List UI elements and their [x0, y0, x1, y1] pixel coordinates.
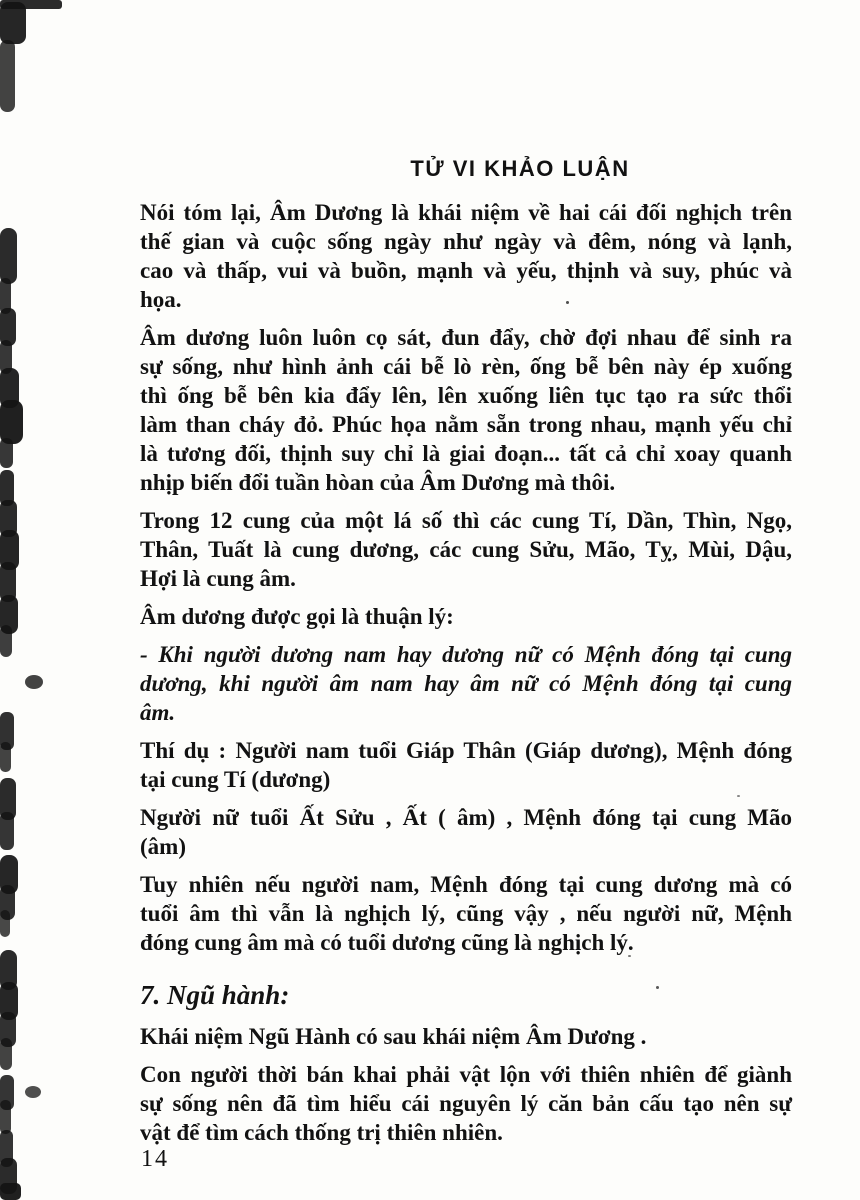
text-line: (âm) — [140, 834, 186, 859]
text-line: cao và thấp, vui và buồn, mạnh và yếu, thịnh và suy, phúc và — [140, 258, 792, 283]
text-line: là tương đối, thịnh suy chỉ là giai đoạn... tất cả chỉ xoay quanh — [140, 441, 792, 466]
text-line: vật để tìm cách thống trị thiên nhiên. — [140, 1120, 503, 1145]
text-line: làm than cháy đỏ. Phúc họa nằm sẵn trong nhau, mạnh yếu chỉ — [140, 412, 792, 437]
text-line: sự sống nên đã tìm hiểu cái nguyên lý căn bản cấu tạo nên sự — [140, 1091, 792, 1116]
paragraph-ngu-hanh-intro — [140, 1022, 792, 1051]
text-line: Âm dương được gọi là thuận lý: — [140, 604, 454, 629]
text-line: Tuy nhiên nếu người nam, Mệnh đóng tại cung dương mà có — [140, 872, 792, 897]
text-column — [140, 198, 792, 1156]
text-line: - Khi người dương nam hay dương nữ có Mệnh đóng tại cung — [140, 642, 792, 667]
paragraph-am-duong-bellows — [140, 323, 792, 497]
ink-speck — [566, 301, 569, 304]
text-line: Âm dương luôn luôn cọ sát, đun đẩy, chờ đợi nhau để sinh ra — [140, 325, 792, 350]
paragraph-nghich-ly — [140, 870, 792, 957]
paragraph-thuan-ly-intro — [140, 602, 792, 631]
ink-speck — [628, 955, 631, 957]
text-line: họa. — [140, 287, 182, 312]
paragraph-example-female — [140, 803, 792, 861]
text-line: Thí dụ : Người nam tuổi Giáp Thân (Giáp dương), Mệnh đóng — [140, 738, 792, 763]
text-line: Người nữ tuổi Ất Sửu , Ất ( âm) , Mệnh đóng tại cung Mão — [140, 805, 792, 830]
text-line: sự sống, như hình ảnh cái bễ lò rèn, ống bễ bên này ép xuống — [140, 354, 792, 379]
text-line: thì ống bễ bên kia đẩy lên, lên xuống liên tục tạo ra sức thổi — [140, 383, 792, 408]
text-line: tại cung Tí (dương) — [140, 767, 331, 792]
text-line: Nói tóm lại, Âm Dương là khái niệm về hai cái đối nghịch trên — [140, 200, 792, 225]
text-line: thế gian và cuộc sống ngày như ngày và đêm, nóng và lạnh, — [140, 229, 792, 254]
paragraph-am-duong-summary — [140, 198, 792, 314]
paragraph-12-cung — [140, 506, 792, 593]
paragraph-example-male — [140, 736, 792, 794]
ink-speck — [737, 795, 740, 797]
text-line: nhịp biến đổi tuần hòan của Âm Dương mà thôi. — [140, 470, 616, 495]
section-heading-ngu-hanh: 7. Ngũ hành: — [140, 980, 290, 1010]
text-line: Con người thời bán khai phải vật lộn với thiên nhiên để giành — [140, 1062, 792, 1087]
paragraph-ban-khai — [140, 1060, 792, 1147]
text-line: dương, khi người âm nam hay âm nữ có Mệnh đóng tại cung — [140, 671, 792, 696]
text-line: Thân, Tuất là cung dương, các cung Sửu, Mão, Tỵ, Mùi, Dậu, — [140, 537, 792, 562]
text-line: Hợi là cung âm. — [140, 566, 296, 591]
text-line: tuổi âm thì vẫn là nghịch lý, cũng vậy , nếu người nữ, Mệnh — [140, 901, 792, 926]
text-line: đóng cung âm mà có tuổi dương cũng là nghịch lý. — [140, 930, 634, 955]
page-number: 14 — [141, 1146, 169, 1172]
text-line: âm. — [140, 700, 176, 725]
text-line: Khái niệm Ngũ Hành có sau khái niệm Âm Dương . — [140, 1024, 647, 1049]
paragraph-thuan-ly-rule — [140, 640, 792, 727]
text-line: Trong 12 cung của một lá số thì các cung Tí, Dần, Thìn, Ngọ, — [140, 508, 792, 533]
running-head-title: TỬ VI KHẢO LUẬN — [410, 156, 630, 181]
ink-speck — [656, 986, 659, 989]
